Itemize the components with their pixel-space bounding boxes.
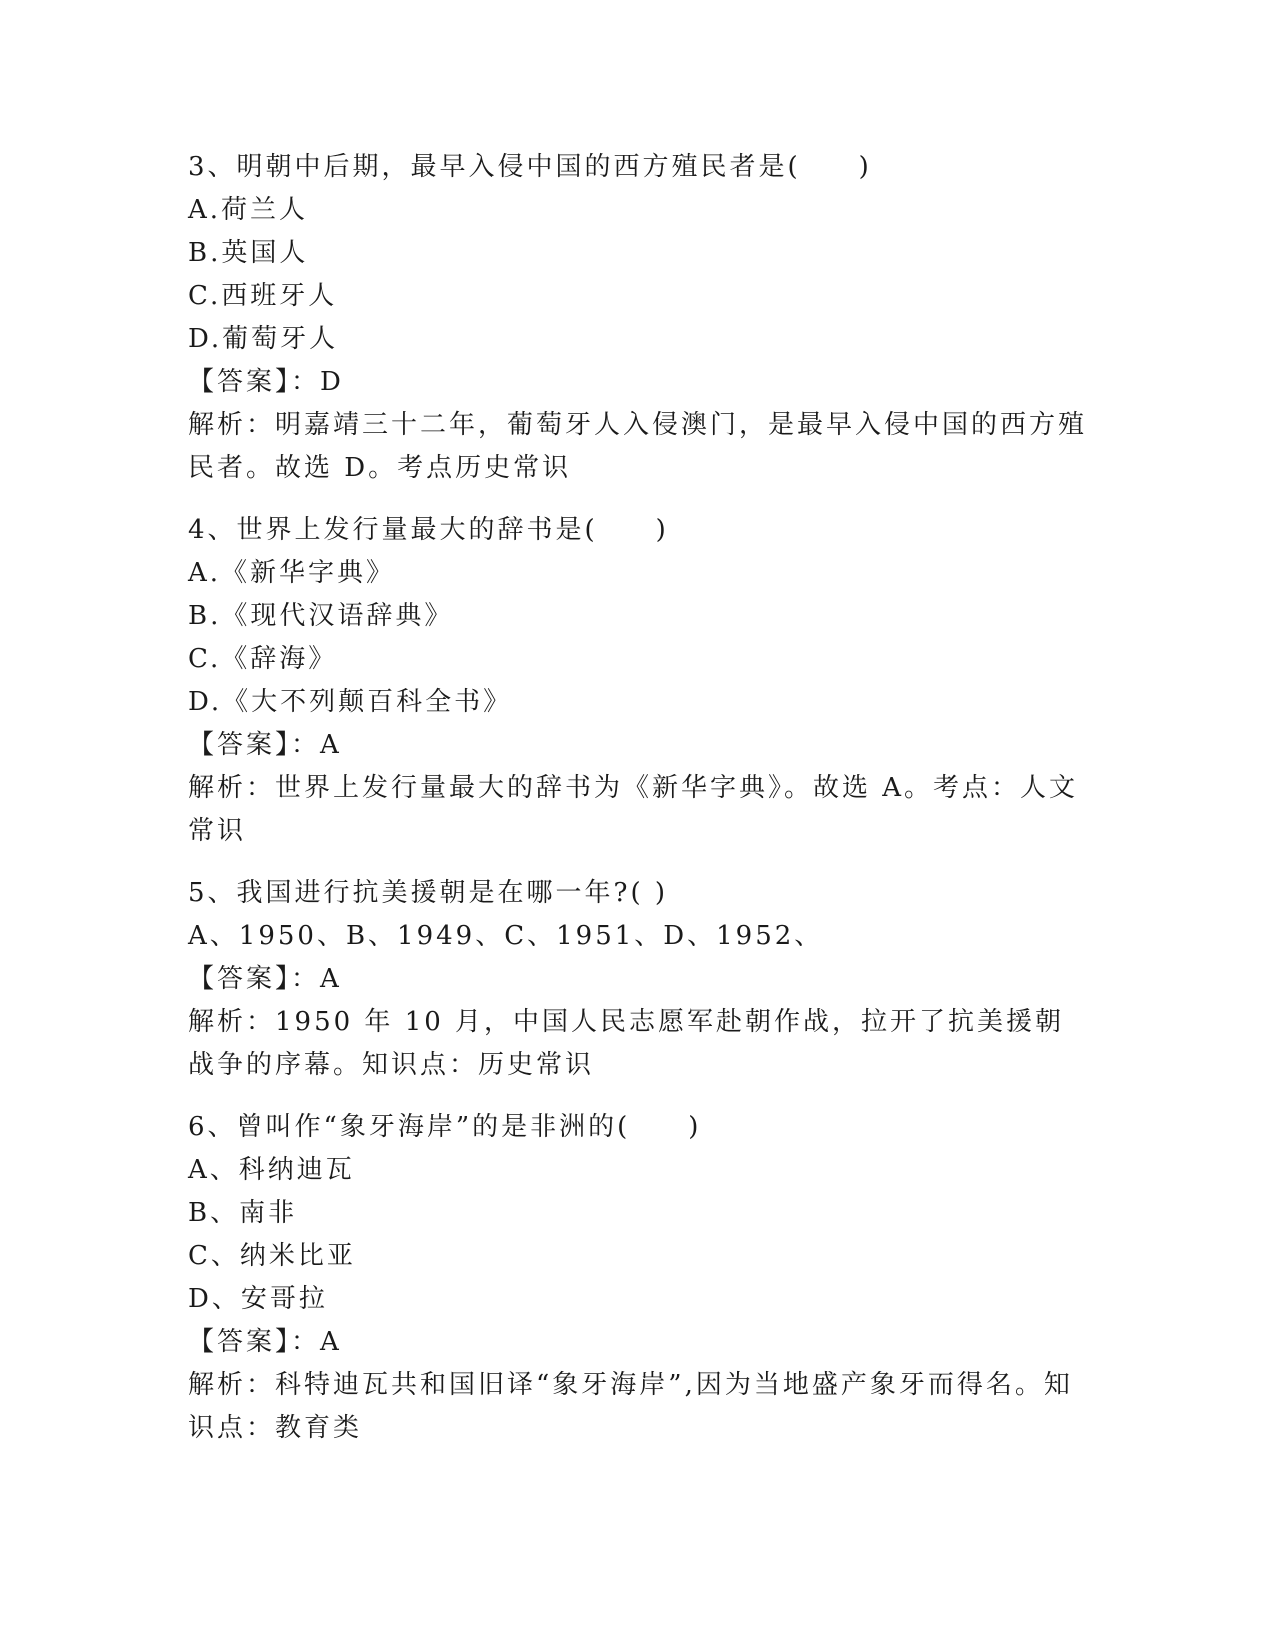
option-d: D、安哥拉: [188, 1284, 328, 1314]
question-5: [188, 872, 1088, 1087]
options-inline: A、1950、B、1949、C、1951、D、1952、: [188, 921, 824, 951]
question-6: [188, 1106, 1088, 1450]
option-b: B.英国人: [188, 238, 309, 268]
question-stem: 4、世界上发行量最大的辞书是( ): [188, 515, 669, 545]
option-a: A.荷兰人: [188, 195, 309, 225]
option-d: D.《大不列颠百科全书》: [188, 687, 513, 717]
option-c: C.西班牙人: [188, 281, 338, 311]
option-a: A、科纳迪瓦: [188, 1155, 355, 1185]
option-c: C.《辞海》: [188, 644, 338, 674]
option-c: C、纳米比亚: [188, 1241, 356, 1271]
answer: 【答案】：A: [188, 964, 342, 994]
option-d: D.葡萄牙人: [188, 324, 339, 354]
option-a: A.《新华字典》: [188, 558, 396, 588]
question-4: [188, 509, 1088, 853]
document-page: [188, 146, 1088, 1450]
question-stem: 3、明朝中后期，最早入侵中国的西方殖民者是( ): [188, 152, 872, 182]
explanation: 解析：1950 年 10 月，中国人民志愿军赴朝作战，拉开了抗美援朝战争的序幕。知识点：历史常识: [188, 1007, 1065, 1080]
option-b: B、南非: [188, 1198, 298, 1228]
answer: 【答案】：A: [188, 1327, 342, 1357]
explanation: 解析：科特迪瓦共和国旧译“象牙海岸”,因为当地盛产象牙而得名。知识点：教育类: [188, 1370, 1073, 1443]
answer: 【答案】：D: [188, 367, 344, 397]
option-b: B.《现代汉语辞典》: [188, 601, 454, 631]
question-stem: 5、我国进行抗美援朝是在哪一年?( ): [188, 878, 669, 908]
question-stem: 6、曾叫作“象牙海岸”的是非洲的( ): [188, 1112, 702, 1142]
explanation: 解析：世界上发行量最大的辞书为《新华字典》。故选 A。考点：人文常识: [188, 773, 1079, 846]
answer: 【答案】：A: [188, 730, 342, 760]
question-3: [188, 146, 1088, 490]
explanation: 解析：明嘉靖三十二年，葡萄牙人入侵澳门，是最早入侵中国的西方殖民者。故选 D。考点历史常识: [188, 410, 1088, 483]
